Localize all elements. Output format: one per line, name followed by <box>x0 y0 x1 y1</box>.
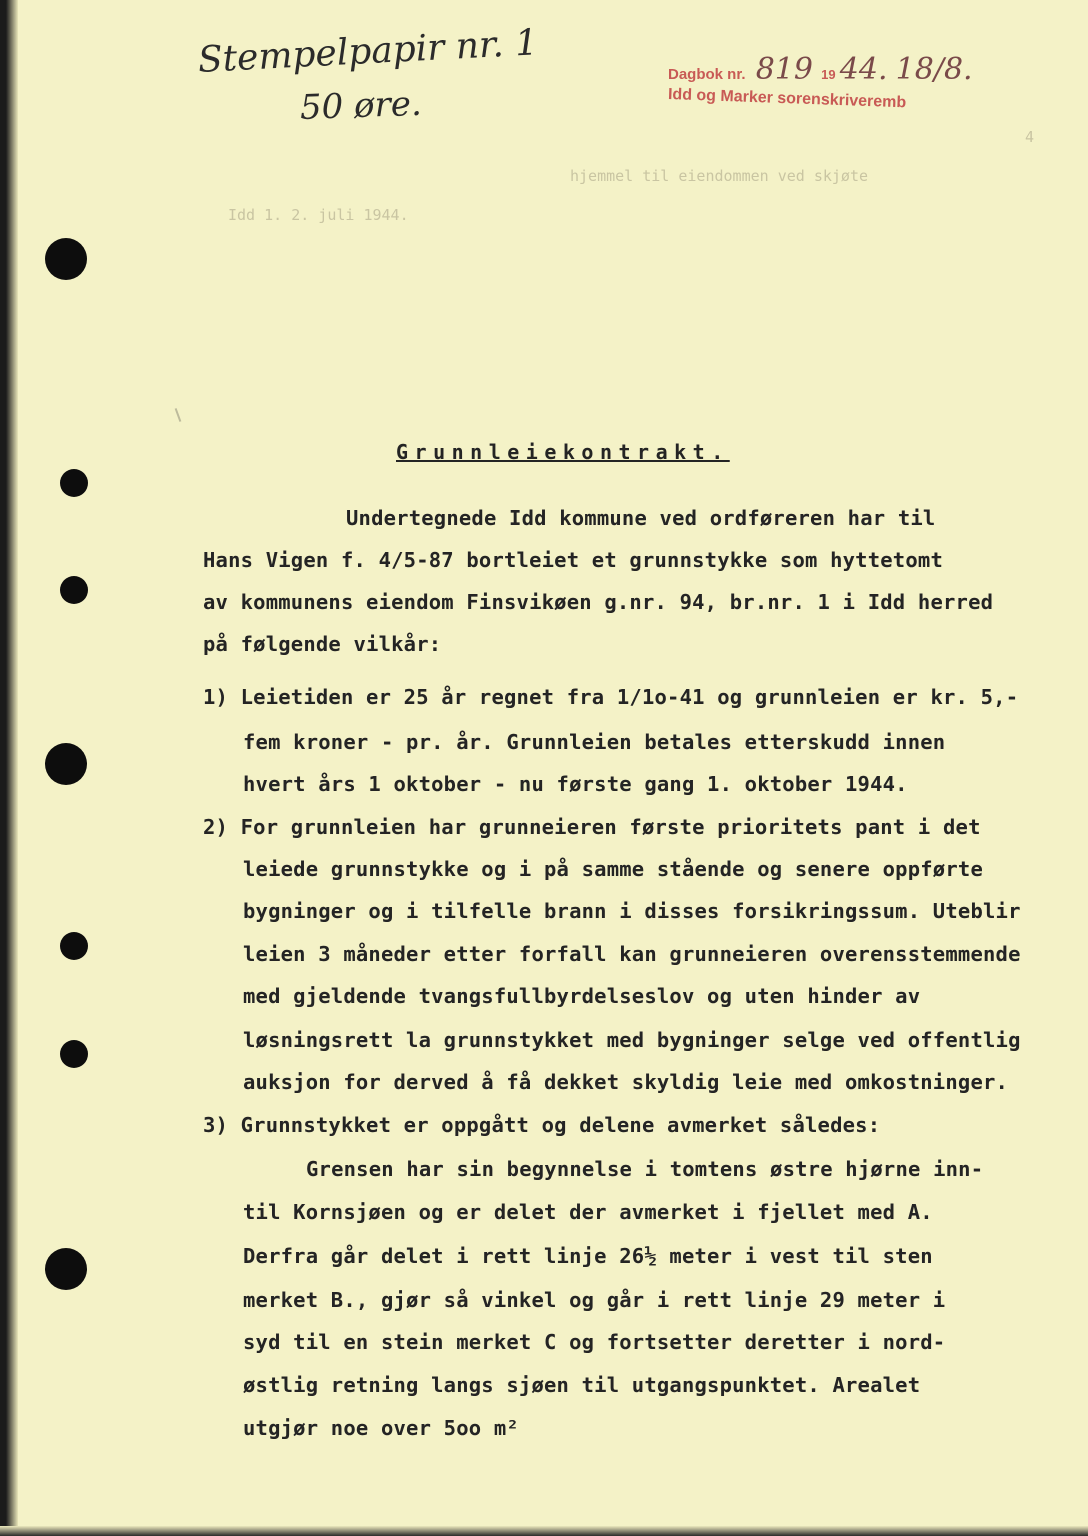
document-title: Grunnleiekontrakt. <box>396 440 730 464</box>
punch-hole <box>45 1248 87 1290</box>
punch-hole <box>60 469 88 497</box>
punch-hole <box>45 238 87 280</box>
body-line: med gjeldende tvangsfullbyrdelseslov og uten hinder av <box>243 984 921 1008</box>
body-line: utgjør noe over 5oo m² <box>243 1416 519 1440</box>
scan-left-edge <box>0 0 18 1536</box>
body-line: Undertegnede Idd kommune ved ordføreren har til <box>346 506 936 530</box>
bleed-through-text: Idd 1. 2. juli 1944. <box>228 206 409 224</box>
stamp-date: 18/8. <box>895 52 973 87</box>
body-line: 3) Grunnstykket er oppgått og delene avmerket således: <box>203 1113 881 1137</box>
body-line: bygninger og i tilfelle brann i disses forsikringssum. Uteblir <box>243 899 1021 923</box>
stamp-year-prefix: 19 <box>821 67 836 82</box>
stamp-number: 819 <box>755 52 813 87</box>
punch-hole <box>60 576 88 604</box>
office-stamp: Idd og Marker sorenskriveremb <box>667 86 907 112</box>
punch-hole <box>60 932 88 960</box>
body-line: 2) For grunnleien har grunneieren første prioritets pant i det <box>203 815 981 839</box>
bleed-through-text: hjemmel til eiendommen ved skjøte <box>570 167 869 185</box>
stamp-year: 44. <box>839 52 888 87</box>
stamp-paper-price: 50 øre. <box>299 83 423 128</box>
body-line: løsningsrett la grunnstykket med bygninger selge ved offentlig <box>243 1028 1021 1052</box>
punch-hole <box>45 743 87 785</box>
body-line: leien 3 måneder etter forfall kan grunneieren overensstemmende <box>243 942 1021 966</box>
body-line: østlig retning langs sjøen til utgangspunktet. Arealet <box>243 1373 921 1397</box>
body-line: 1) Leietiden er 25 år regnet fra 1/1o-41 og grunnleien er kr. 5,- <box>203 685 1019 709</box>
scan-bottom-edge <box>0 1526 1088 1536</box>
pencil-mark <box>175 408 182 422</box>
body-line: leiede grunnstykke og i på samme stående og senere oppførte <box>243 857 983 881</box>
bleed-through-text: 4 <box>1025 128 1035 146</box>
body-line: hvert års 1 oktober - nu første gang 1. oktober 1944. <box>243 772 908 796</box>
journal-stamp-line1 <box>668 52 973 87</box>
body-line: av kommunens eiendom Finsvikøen g.nr. 94, br.nr. 1 i Idd herred <box>203 590 994 614</box>
body-line: til Kornsjøen og er delet der avmerket i fjellet med A. <box>243 1200 933 1224</box>
body-line: syd til en stein merket C og fortsetter deretter i nord- <box>243 1330 946 1354</box>
body-line: Derfra går delet i rett linje 26½ meter i vest til sten <box>243 1244 933 1268</box>
punch-hole <box>60 1040 88 1068</box>
body-line: på følgende vilkår: <box>203 632 442 656</box>
body-line: Hans Vigen f. 4/5-87 bortleiet et grunnstykke som hyttetomt <box>203 548 943 572</box>
body-line: merket B., gjør så vinkel og går i rett linje 29 meter i <box>243 1288 946 1312</box>
body-line: fem kroner - pr. år. Grunnleien betales etterskudd innen <box>243 730 946 754</box>
stamp-paper-note: Stempelpapir nr. 1 <box>196 22 539 81</box>
stamp-prefix: Dagbok nr. <box>668 66 746 83</box>
body-line: Grensen har sin begynnelse i tomtens østre hjørne inn- <box>306 1157 984 1181</box>
body-line: auksjon for derved å få dekket skyldig leie med omkostninger. <box>243 1070 1009 1094</box>
